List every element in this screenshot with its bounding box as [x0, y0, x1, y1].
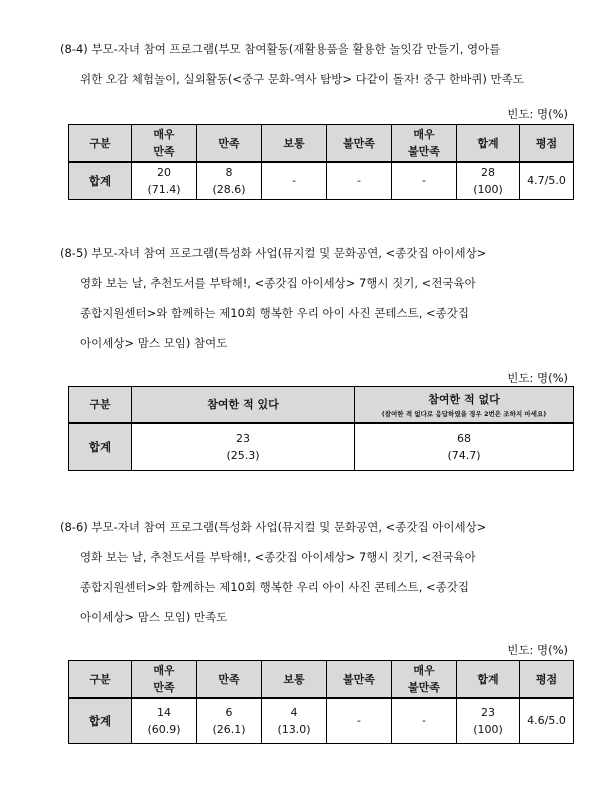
q84-h-category: 구분	[69, 125, 132, 162]
q85-line-1: (8-5) 부모-자녀 참여 프로그램(특성화 사업(뮤지컬 및 문화공연, <종갓집 아이세상>	[60, 246, 487, 260]
q84-c-neutral: -	[262, 162, 327, 200]
q84-question	[60, 34, 580, 94]
q86-c-neutral: 4 (13.0)	[262, 698, 327, 744]
q84-header-row	[69, 125, 574, 162]
q84-h-dissatisfied: 불만족	[327, 125, 392, 162]
q85-question	[60, 238, 580, 358]
q86-table	[68, 660, 574, 744]
q84-h-very-satisfied: 매우 만족	[132, 125, 197, 162]
q85-header-row	[69, 387, 574, 423]
q86-c-very-dissatisfied: -	[392, 698, 457, 744]
q84-total-row	[69, 162, 574, 200]
q86-c-dissatisfied: -	[327, 698, 392, 744]
q85-h-participated: 참여한 적 있다	[132, 387, 355, 423]
q86-h-satisfied: 만족	[197, 661, 262, 698]
q84-c-satisfied: 8 (28.6)	[197, 162, 262, 200]
q86-line-2: 영화 보는 날, 추천도서를 부탁해!, <종갓집 아이세상> 7행시 짓기, <전국육아	[80, 550, 476, 564]
q85-c-participated: 23 (25.3)	[132, 423, 355, 471]
q86-h-very-satisfied: 매우 만족	[132, 661, 197, 698]
q84-h-total: 합계	[457, 125, 520, 162]
q84-unit: 빈도: 명(%)	[507, 107, 568, 121]
q84-table	[68, 124, 574, 200]
q85-table	[68, 386, 574, 471]
q84-c-very-satisfied: 20 (71.4)	[132, 162, 197, 200]
q85-c-not-participated: 68 (74.7)	[355, 423, 574, 471]
q86-header-row	[69, 661, 574, 698]
q84-c-total: 28 (100)	[457, 162, 520, 200]
q84-line-1: (8-4) 부모-자녀 참여 프로그램(부모 참여활동(재활용품을 활용한 놀잇감 만들기, 영아를	[60, 42, 501, 56]
q86-line-4: 아이세상> 맘스 모임) 만족도	[80, 610, 228, 624]
q86-line-3: 종합지원센터>와 함께하는 제10회 행복한 우리 아이 사진 콘테스트, <종갓집	[80, 580, 469, 594]
q86-row-label: 합계	[69, 698, 132, 744]
q85-total-row	[69, 423, 574, 471]
q85-row-label: 합계	[69, 423, 132, 471]
q86-h-total: 합계	[457, 661, 520, 698]
q86-c-satisfied: 6 (26.1)	[197, 698, 262, 744]
q84-h-score: 평점	[520, 125, 574, 162]
q86-h-very-dissatisfied: 매우 불만족	[392, 661, 457, 698]
q86-total-row	[69, 698, 574, 744]
q85-h-note: (참여한 적 없다로 응답하였을 경우 2번은 조하지 마세요)	[381, 409, 547, 418]
q86-c-very-satisfied: 14 (60.9)	[132, 698, 197, 744]
q84-row-label: 합계	[69, 162, 132, 200]
q86-h-dissatisfied: 불만족	[327, 661, 392, 698]
q84-h-very-dissatisfied: 매우 불만족	[392, 125, 457, 162]
q86-h-score: 평점	[520, 661, 574, 698]
q85-h-not-participated: 참여한 적 없다 (참여한 적 없다로 응답하였을 경우 2번은 조하지 마세요)	[355, 387, 574, 423]
q85-line-4: 아이세상> 맘스 모임) 참여도	[80, 336, 228, 350]
q85-h-category: 구분	[69, 387, 132, 423]
q84-h-satisfied: 만족	[197, 125, 262, 162]
q84-h-neutral: 보통	[262, 125, 327, 162]
q86-line-1: (8-6) 부모-자녀 참여 프로그램(특성화 사업(뮤지컬 및 문화공연, <종갓집 아이세상>	[60, 520, 487, 534]
q84-c-dissatisfied: -	[327, 162, 392, 200]
q86-h-category: 구분	[69, 661, 132, 698]
q86-h-neutral: 보통	[262, 661, 327, 698]
q85-line-3: 종합지원센터>와 함께하는 제10회 행복한 우리 아이 사진 콘테스트, <종갓집	[80, 306, 469, 320]
q86-unit: 빈도: 명(%)	[507, 643, 568, 657]
q86-c-score: 4.6/5.0	[520, 698, 574, 744]
q84-c-very-dissatisfied: -	[392, 162, 457, 200]
q86-question	[60, 512, 580, 632]
q84-line-2: 위한 오감 체험놀이, 실외활동(<중구 문화-역사 탐방> 다같이 돌자! 중구 한바퀴) 만족도	[80, 72, 524, 86]
q85-line-2: 영화 보는 날, 추천도서를 부탁해!, <종갓집 아이세상> 7행시 짓기, <전국육아	[80, 276, 476, 290]
q86-c-total: 23 (100)	[457, 698, 520, 744]
q85-unit: 빈도: 명(%)	[507, 371, 568, 385]
q84-c-score: 4.7/5.0	[520, 162, 574, 200]
